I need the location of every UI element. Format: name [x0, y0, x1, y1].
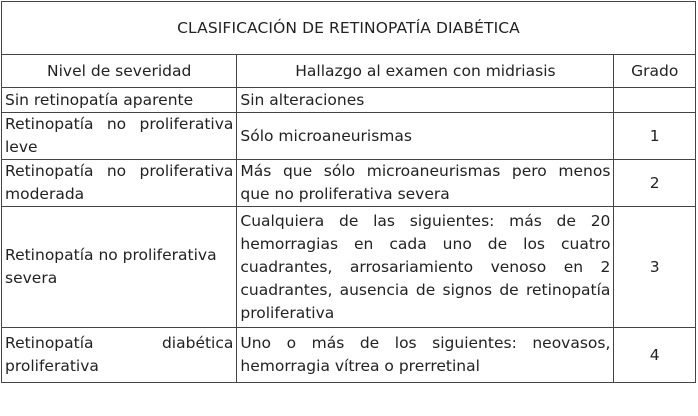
grade-cell: 4: [614, 328, 696, 383]
table-header-row: [2, 55, 696, 88]
header-finding: Hallazgo al examen con midriasis: [237, 55, 614, 88]
finding-cell: Sólo microaneurismas: [237, 113, 614, 160]
header-severity: Nivel de severidad: [2, 55, 237, 88]
table-row: [2, 113, 696, 160]
finding-cell: Cualquiera de las siguientes: más de 20 hemorragias en cada uno de los cuatro cuadrantes, arrosariamiento venoso en 2 cuadrantes, ausencia de signos de retinopatía proliferativa: [237, 207, 614, 328]
grade-cell: [614, 88, 696, 113]
retinopathy-classification-table: [1, 1, 696, 383]
severity-cell: Retinopatía no proliferativa severa: [2, 207, 237, 328]
finding-cell: Sin alteraciones: [237, 88, 614, 113]
grade-cell: 1: [614, 113, 696, 160]
grade-cell: 3: [614, 207, 696, 328]
table-title-row: [2, 2, 696, 55]
table-row: [2, 207, 696, 328]
grade-cell: 2: [614, 160, 696, 207]
severity-cell: Retinopatía no proliferativa moderada: [2, 160, 237, 207]
severity-cell: Sin retinopatía aparente: [2, 88, 237, 113]
finding-cell: Uno o más de los siguientes: neovasos, hemorragia vítrea o prerretinal: [237, 328, 614, 383]
table-title: CLASIFICACIÓN DE RETINOPATÍA DIABÉTICA: [2, 2, 696, 55]
severity-cell: Retinopatía no proliferativa leve: [2, 113, 237, 160]
header-grade: Grado: [614, 55, 696, 88]
severity-cell: Retinopatía diabética proliferativa: [2, 328, 237, 383]
finding-cell: Más que sólo microaneurismas pero menos que no proliferativa severa: [237, 160, 614, 207]
table-row: [2, 328, 696, 383]
table-row: [2, 160, 696, 207]
table-row: [2, 88, 696, 113]
